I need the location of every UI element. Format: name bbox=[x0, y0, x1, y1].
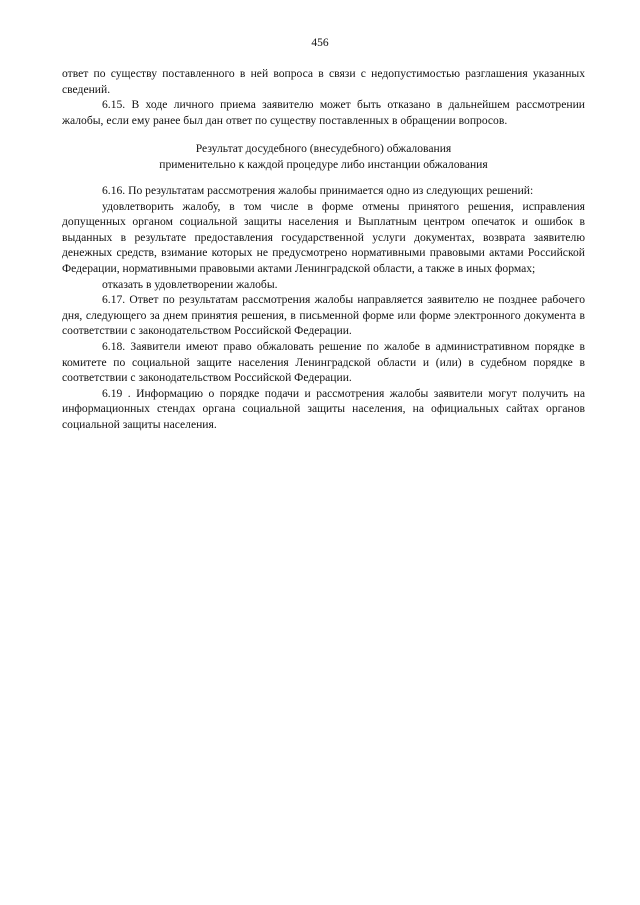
paragraph-6-19: 6.19 . Информацию о порядке подачи и рассмотрения жалобы заявители могут получить на информационных стендах органа социальной защиты населения, на официальных сайтах органов социальной защиты населения. bbox=[62, 386, 585, 431]
section-heading bbox=[62, 141, 585, 172]
page-number: 456 bbox=[311, 37, 329, 49]
paragraph-6-15: 6.15. В ходе личного приема заявителю может быть отказано в дальнейшем рассмотрении жалобы, если ему ранее был дан ответ по существу поставленных в обращении вопросов. bbox=[62, 98, 585, 127]
top-text-block bbox=[62, 66, 585, 128]
paragraph-satisfy-complaint: удовлетворить жалобу, в том числе в форме отмены принятого решения, исправления допущенных органом социальной защиты населения и Выплатным центром опечаток и ошибок в выданных в результате предоставления государственной услуги документах, возврата заявителю денежных средств, взимание которых не предусмотрено нормативными правовыми актами Российской Федерации, нормативными правовыми актами Ленинградской области, а также в иных формах; bbox=[62, 199, 585, 275]
paragraph-6-18: 6.18. Заявители имеют право обжаловать решение по жалобе в административном порядке в комитете по социальной защите населения Ленинградской области и (или) в судебном порядке в соответствии с законодательством Российской Федерации. bbox=[62, 339, 585, 385]
paragraph-continuation: ответ по существу поставленного в ней вопроса в связи с недопустимостью разглашения указанных сведений. bbox=[62, 67, 585, 96]
section-heading-line-2: применительно к каждой процедуре либо инстанции обжалования bbox=[159, 157, 488, 171]
section-heading-line-1: Результат досудебного (внесудебного) обжалования bbox=[195, 142, 452, 155]
body-text-block bbox=[62, 183, 585, 433]
paragraph-refuse-complaint: отказать в удовлетворении жалобы. bbox=[102, 277, 278, 291]
paragraph-6-16: 6.16. По результатам рассмотрения жалобы принимается одно из следующих решений: bbox=[102, 184, 534, 197]
paragraph-6-17: 6.17. Ответ по результатам рассмотрения жалобы направляется заявителю не позднее рабочего дня, следующего за днем принятия решения, в письменной форме или форме электронного документа в соответствии с законодательством Российской Федерации. bbox=[62, 293, 585, 338]
